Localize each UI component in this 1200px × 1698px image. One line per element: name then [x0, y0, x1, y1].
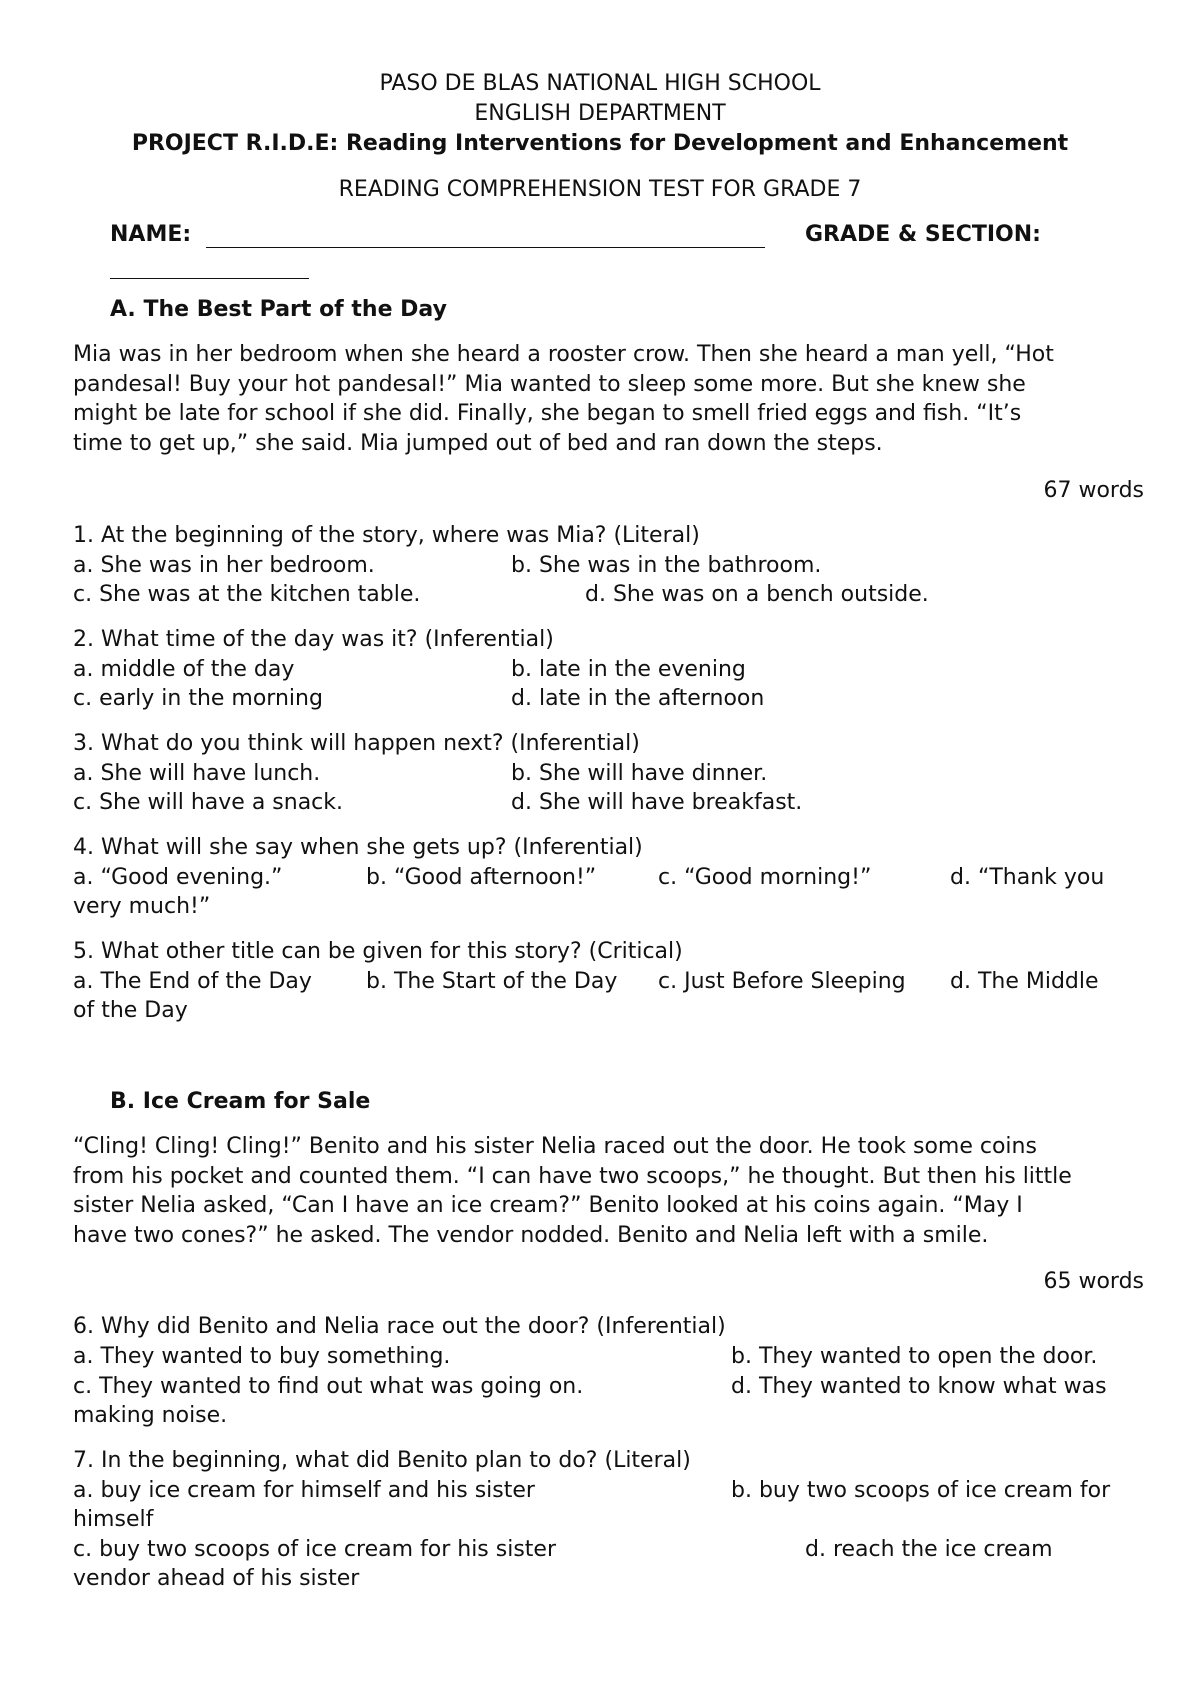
q6-option-d[interactable]: d. They wanted to know what was: [731, 1374, 1107, 1399]
question-1: 1. At the beginning of the story, where was Mia? (Literal): [73, 523, 700, 548]
department-name: ENGLISH DEPARTMENT: [474, 101, 726, 126]
passage-line: time to get up,” she said. Mia jumped out of bed and ran down the steps.: [73, 430, 883, 456]
name-label: NAME:: [110, 222, 192, 247]
test-title: READING COMPREHENSION TEST FOR GRADE 7: [338, 177, 862, 202]
passage-line: have two cones?” he asked. The vendor nodded. Benito and Nelia left with a smile.: [73, 1222, 989, 1248]
passage-line: Mia was in her bedroom when she heard a rooster crow. Then she heard a man yell, “Hot: [73, 342, 1054, 367]
question-6: 6. Why did Benito and Nelia race out the door? (Inferential): [73, 1314, 726, 1339]
q7-option-b[interactable]: b. buy two scoops of ice cream for: [731, 1478, 1111, 1503]
q7-option-d-continued: vendor ahead of his sister: [73, 1566, 360, 1591]
q6-option-d-continued: making noise.: [73, 1403, 228, 1428]
section-b-passage: [73, 1132, 1148, 1250]
grade-section-label: GRADE & SECTION:: [805, 222, 1041, 247]
q7-option-a[interactable]: a. buy ice cream for himself and his sister: [73, 1478, 535, 1503]
q4-option-c[interactable]: c. “Good morning!”: [658, 865, 872, 890]
question-7: 7. In the beginning, what did Benito plan to do? (Literal): [73, 1448, 691, 1473]
question-2: 2. What time of the day was it? (Inferential): [73, 627, 554, 652]
q4-option-d[interactable]: d. “Thank you: [950, 865, 1105, 890]
section-b-title: B. Ice Cream for Sale: [110, 1089, 371, 1114]
section-a-title: A. The Best Part of the Day: [110, 297, 447, 322]
q3-option-d[interactable]: d. She will have breakfast.: [511, 790, 803, 815]
question-4: 4. What will she say when she gets up? (Inferential): [73, 835, 643, 860]
q5-option-d[interactable]: d. The Middle: [950, 969, 1099, 994]
section-b-word-count: 65 words: [1043, 1269, 1144, 1294]
project-title: PROJECT R.I.D.E: Reading Interventions for Development and Enhancement: [131, 131, 1069, 156]
passage-line: from his pocket and counted them. “I can have two scoops,” he thought. But then his little: [73, 1163, 1072, 1189]
q5-option-c[interactable]: c. Just Before Sleeping: [658, 969, 906, 994]
q7-option-c[interactable]: c. buy two scoops of ice cream for his sister: [73, 1537, 557, 1562]
q5-option-b[interactable]: b. The Start of the Day: [366, 969, 618, 994]
q4-option-d-continued: very much!”: [73, 894, 211, 919]
q4-option-b[interactable]: b. “Good afternoon!”: [366, 865, 597, 890]
q2-option-b[interactable]: b. late in the evening: [511, 657, 746, 682]
q2-option-c[interactable]: c. early in the morning: [73, 686, 323, 711]
passage-line: “Cling! Cling! Cling!” Benito and his sister Nelia raced out the door. He took some coins: [73, 1134, 1037, 1159]
q1-option-a[interactable]: a. She was in her bedroom.: [73, 553, 375, 578]
question-3: 3. What do you think will happen next? (Inferential): [73, 731, 640, 756]
q5-option-d-continued: of the Day: [73, 998, 188, 1023]
section-a-word-count: 67 words: [1043, 478, 1144, 503]
q3-option-b[interactable]: b. She will have dinner.: [511, 761, 768, 786]
passage-line: sister Nelia asked, “Can I have an ice cream?” Benito looked at his coins again. “May I: [73, 1193, 1023, 1218]
q6-option-c[interactable]: c. They wanted to find out what was going on.: [73, 1374, 584, 1399]
q3-option-a[interactable]: a. She will have lunch.: [73, 761, 321, 786]
q7-option-b-continued: himself: [73, 1507, 154, 1532]
q2-option-d[interactable]: d. late in the afternoon: [511, 686, 765, 711]
question-5: 5. What other title can be given for this story? (Critical): [73, 939, 683, 964]
passage-line: might be late for school if she did. Finally, she began to smell fried eggs and fish. “It’s: [73, 401, 1022, 426]
name-field[interactable]: [206, 247, 765, 248]
q3-option-c[interactable]: c. She will have a snack.: [73, 790, 344, 815]
q1-option-d[interactable]: d. She was on a bench outside.: [585, 582, 929, 607]
grade-section-field[interactable]: [110, 278, 309, 279]
q6-option-b[interactable]: b. They wanted to open the door.: [731, 1344, 1098, 1369]
q5-option-a[interactable]: a. The End of the Day: [73, 969, 312, 994]
q1-option-b[interactable]: b. She was in the bathroom.: [511, 553, 822, 578]
q4-option-a[interactable]: a. “Good evening.”: [73, 865, 283, 890]
school-name: PASO DE BLAS NATIONAL HIGH SCHOOL: [379, 71, 821, 96]
q7-option-d[interactable]: d. reach the ice cream: [805, 1537, 1053, 1562]
q1-option-c[interactable]: c. She was at the kitchen table.: [73, 582, 421, 607]
q6-option-a[interactable]: a. They wanted to buy something.: [73, 1344, 451, 1369]
passage-line: pandesal! Buy your hot pandesal!” Mia wanted to sleep some more. But she knew she: [73, 371, 1026, 397]
q2-option-a[interactable]: a. middle of the day: [73, 657, 295, 682]
section-a-passage: [73, 340, 1148, 458]
